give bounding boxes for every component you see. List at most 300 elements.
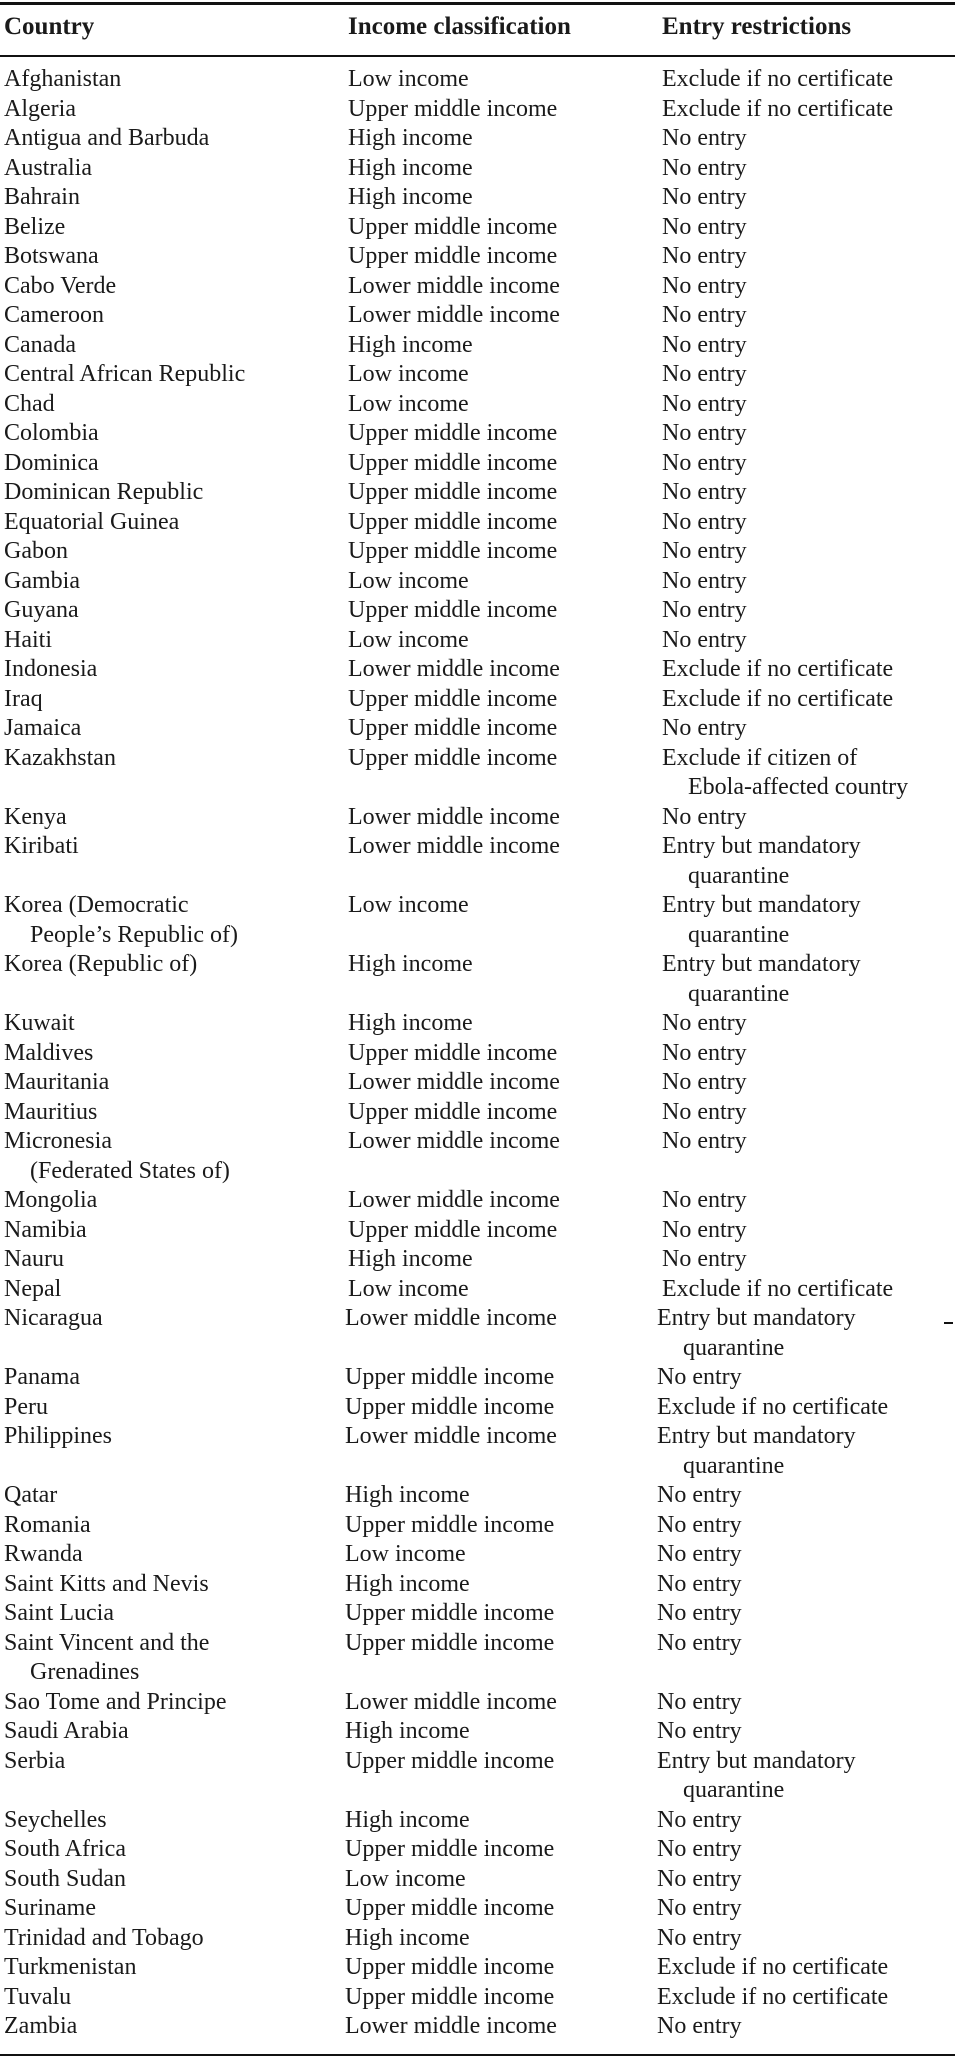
cell-entry-restriction — [662, 95, 955, 125]
country-name-line: Zambia — [4, 2013, 78, 2039]
cell-income-classification: Upper middle income — [345, 1600, 555, 1626]
restriction-line: No entry — [657, 1482, 742, 1508]
table-row — [0, 950, 955, 1009]
table-row — [0, 1629, 955, 1688]
table-row — [0, 1688, 955, 1718]
restriction-line: quarantine — [688, 980, 790, 1007]
cell-country — [4, 1924, 334, 1954]
cell-income-classification: Lower middle income — [345, 1423, 557, 1449]
cell-entry-restriction — [657, 1540, 950, 1570]
restriction-line: Entry but mandatory — [662, 892, 861, 918]
country-name-line: Antigua and Barbuda — [4, 125, 210, 151]
restriction-line: No entry — [657, 1865, 742, 1892]
cell-country — [4, 2012, 334, 2042]
table-row — [0, 360, 955, 390]
country-name-line: Indonesia — [4, 656, 98, 682]
cell-income-classification: High income — [348, 951, 473, 977]
cell-entry-restriction — [662, 803, 955, 833]
cell-entry-restriction — [662, 537, 955, 567]
cell-country — [4, 419, 334, 449]
table-row — [0, 1275, 955, 1305]
cell-entry-restriction — [657, 1747, 950, 1806]
cell-income-classification: High income — [345, 1718, 470, 1744]
cell-entry-restriction — [662, 832, 955, 891]
country-name-line: Canada — [4, 331, 76, 358]
restriction-line: No entry — [662, 1216, 747, 1243]
restriction-line: No entry — [657, 1541, 742, 1567]
cell-entry-restriction — [662, 213, 955, 243]
table-row — [0, 508, 955, 538]
cell-entry-restriction — [657, 1983, 950, 2013]
table-row — [0, 1599, 955, 1629]
cell-entry-restriction — [657, 1894, 950, 1924]
restriction-line: No entry — [662, 125, 747, 151]
restriction-line: No entry — [662, 1069, 747, 1095]
cell-country — [4, 478, 334, 508]
country-name-line: Panama — [4, 1364, 80, 1390]
table-row — [0, 1983, 955, 2013]
country-name-line: Saudi Arabia — [4, 1718, 129, 1744]
cell-country — [4, 596, 334, 626]
cell-income-classification: High income — [348, 1010, 473, 1036]
country-name-line: Cameroon — [4, 302, 104, 328]
restriction-line: No entry — [662, 154, 747, 181]
restriction-line: Entry but mandatory — [662, 833, 861, 859]
cell-entry-restriction — [657, 1629, 950, 1659]
table-row — [0, 1363, 955, 1393]
cell-entry-restriction — [662, 1009, 955, 1039]
country-name-line: Gambia — [4, 567, 80, 594]
cell-country — [4, 537, 334, 567]
cell-income-classification: Upper middle income — [348, 95, 558, 122]
country-name-line: Algeria — [4, 95, 76, 122]
cell-country — [4, 832, 334, 862]
country-name-line: Afghanistan — [4, 66, 122, 92]
country-name-line: Saint Vincent and the — [4, 1629, 210, 1656]
cell-income-classification: Upper middle income — [345, 1364, 555, 1390]
cell-country — [4, 803, 334, 833]
cell-entry-restriction — [662, 124, 955, 154]
cell-country — [4, 1068, 334, 1098]
cell-income-classification: Upper middle income — [348, 508, 558, 535]
cell-entry-restriction — [657, 1835, 950, 1865]
country-name-line: Mauritius — [4, 1098, 98, 1125]
restriction-line: Entry but mandatory — [662, 951, 861, 977]
cell-entry-restriction — [662, 714, 955, 744]
country-name-line: Nauru — [4, 1246, 64, 1272]
restriction-line: No entry — [662, 803, 747, 830]
restriction-line: No entry — [662, 302, 747, 328]
country-name-line: Serbia — [4, 1747, 66, 1774]
restriction-line: Entry but mandatory — [657, 1423, 856, 1449]
country-name-line: Micronesia — [4, 1128, 112, 1154]
country-name-line: Saint Kitts and Nevis — [4, 1570, 209, 1597]
restriction-line: Exclude if no certificate — [662, 685, 894, 712]
cell-country — [4, 154, 334, 184]
cell-income-classification: Lower middle income — [348, 1187, 560, 1213]
cell-income-classification: Upper middle income — [345, 1747, 555, 1774]
table-row — [0, 1835, 955, 1865]
margin-mark — [944, 1322, 953, 1324]
cell-income-classification: Lower middle income — [345, 1305, 557, 1331]
cell-income-classification: Upper middle income — [345, 1393, 555, 1420]
restriction-line: No entry — [657, 1688, 742, 1715]
cell-country — [4, 1599, 334, 1629]
table-row — [0, 95, 955, 125]
table-row — [0, 213, 955, 243]
cell-income-classification: High income — [345, 1570, 470, 1597]
cell-country — [4, 626, 334, 656]
cell-country — [4, 1422, 334, 1452]
cell-country — [4, 685, 334, 715]
cell-country — [4, 65, 334, 95]
table-row — [0, 2012, 955, 2042]
table-row — [0, 1245, 955, 1275]
cell-country — [4, 508, 334, 538]
table-body — [0, 65, 955, 2042]
cell-country — [4, 1127, 334, 1186]
country-name-line: Bahrain — [4, 184, 80, 210]
restriction-line: Entry but mandatory — [657, 1305, 856, 1331]
cell-entry-restriction — [657, 1393, 950, 1423]
cell-entry-restriction — [662, 626, 955, 656]
cell-entry-restriction — [662, 360, 955, 390]
cell-entry-restriction — [662, 390, 955, 420]
table-row — [0, 596, 955, 626]
cell-income-classification: High income — [345, 1924, 470, 1951]
header-country: Country — [4, 13, 95, 40]
cell-country — [4, 567, 334, 597]
cell-entry-restriction — [657, 1806, 950, 1836]
cell-income-classification: Upper middle income — [348, 243, 558, 269]
table-row — [0, 183, 955, 213]
cell-income-classification: Low income — [345, 1541, 466, 1567]
restriction-line: No entry — [662, 508, 747, 535]
cell-entry-restriction — [657, 1304, 950, 1363]
country-name-line: Kuwait — [4, 1010, 75, 1036]
country-name-line: Australia — [4, 154, 92, 181]
country-name-line: (Federated States of) — [30, 1157, 230, 1184]
country-name-line: Nepal — [4, 1275, 62, 1302]
cell-entry-restriction — [662, 301, 955, 331]
cell-country — [4, 272, 334, 302]
restriction-line: No entry — [662, 1128, 747, 1154]
cell-country — [4, 1835, 334, 1865]
cell-income-classification: Upper middle income — [348, 597, 558, 623]
cell-country — [4, 242, 334, 272]
cell-entry-restriction — [662, 183, 955, 213]
restriction-line: Exclude if no certificate — [662, 656, 894, 682]
cell-entry-restriction — [657, 1717, 950, 1747]
cell-entry-restriction — [662, 744, 955, 803]
cell-country — [4, 1009, 334, 1039]
country-name-line: Romania — [4, 1511, 91, 1538]
cell-income-classification: Upper middle income — [348, 420, 558, 446]
country-name-line: Mongolia — [4, 1187, 98, 1213]
cell-entry-restriction — [662, 331, 955, 361]
cell-country — [4, 95, 334, 125]
country-name-line: Nicaragua — [4, 1305, 103, 1331]
restriction-line: Ebola-affected country — [688, 774, 909, 800]
cell-income-classification: Low income — [348, 361, 469, 387]
restriction-line: quarantine — [683, 1334, 785, 1361]
table-row — [0, 65, 955, 95]
restriction-line: quarantine — [688, 862, 790, 889]
restriction-line: No entry — [662, 331, 747, 358]
cell-country — [4, 1186, 334, 1216]
cell-entry-restriction — [662, 272, 955, 302]
country-name-line: Colombia — [4, 420, 99, 446]
cell-income-classification: Lower middle income — [345, 1688, 557, 1715]
cell-income-classification: Low income — [348, 1275, 469, 1302]
cell-country — [4, 714, 334, 744]
cell-income-classification: Lower middle income — [348, 803, 560, 830]
cell-entry-restriction — [657, 1865, 950, 1895]
cell-entry-restriction — [662, 1068, 955, 1098]
table-row — [0, 1924, 955, 1954]
country-name-line: Gabon — [4, 538, 68, 564]
cell-income-classification: Upper middle income — [348, 213, 558, 240]
cell-entry-restriction — [662, 655, 955, 685]
restriction-line: No entry — [662, 715, 747, 741]
table-row — [0, 567, 955, 597]
cell-income-classification: Upper middle income — [345, 1983, 555, 2010]
restriction-line: No entry — [657, 1511, 742, 1538]
table-row — [0, 124, 955, 154]
restriction-line: No entry — [662, 184, 747, 210]
table-row — [0, 1393, 955, 1423]
cell-entry-restriction — [662, 242, 955, 272]
cell-country — [4, 1245, 334, 1275]
country-name-line: Qatar — [4, 1482, 58, 1508]
cell-income-classification: High income — [345, 1482, 470, 1508]
restriction-line: Exclude if no certificate — [657, 1954, 889, 1980]
country-name-line: Chad — [4, 390, 55, 417]
restriction-line: No entry — [662, 1187, 747, 1213]
header-income-classification: Income classification — [348, 13, 571, 40]
cell-entry-restriction — [662, 1216, 955, 1246]
cell-country — [4, 331, 334, 361]
country-name-line: Iraq — [4, 685, 43, 712]
restriction-line: No entry — [662, 243, 747, 269]
table-row — [0, 832, 955, 891]
country-name-line: People’s Republic of) — [30, 921, 238, 948]
cell-income-classification: Upper middle income — [348, 1216, 558, 1243]
restriction-line: No entry — [657, 1895, 742, 1921]
cell-entry-restriction — [662, 449, 955, 479]
header-rule — [0, 55, 955, 57]
table-row — [0, 331, 955, 361]
restriction-line: No entry — [662, 479, 747, 505]
cell-income-classification: Upper middle income — [345, 1629, 555, 1656]
country-name-line: Sao Tome and Principe — [4, 1688, 227, 1715]
table-row — [0, 685, 955, 715]
cell-entry-restriction — [662, 567, 955, 597]
table-row — [0, 1865, 955, 1895]
table-row — [0, 1570, 955, 1600]
table-row — [0, 1953, 955, 1983]
table-row — [0, 744, 955, 803]
country-name-line: Trinidad and Tobago — [4, 1924, 204, 1951]
cell-income-classification: Low income — [345, 1865, 466, 1892]
table-row — [0, 449, 955, 479]
table-row — [0, 478, 955, 508]
cell-income-classification: Lower middle income — [348, 656, 560, 682]
restriction-line: Exclude if no certificate — [657, 1393, 889, 1420]
table-row — [0, 1039, 955, 1069]
table-row — [0, 1806, 955, 1836]
cell-entry-restriction — [662, 65, 955, 95]
country-name-line: Haiti — [4, 626, 52, 653]
country-name-line: Belize — [4, 213, 66, 240]
restriction-line: No entry — [662, 626, 747, 653]
cell-country — [4, 1747, 334, 1777]
country-name-line: Maldives — [4, 1039, 94, 1066]
table-row — [0, 1216, 955, 1246]
cell-income-classification: High income — [348, 154, 473, 181]
table-row — [0, 390, 955, 420]
cell-country — [4, 360, 334, 390]
cell-income-classification: Lower middle income — [345, 2013, 557, 2039]
restriction-line: quarantine — [688, 921, 790, 948]
table-row — [0, 1127, 955, 1186]
cell-income-classification: Upper middle income — [348, 479, 558, 505]
country-name-line: Saint Lucia — [4, 1600, 114, 1626]
cell-entry-restriction — [657, 1363, 950, 1393]
country-name-line: Central African Republic — [4, 361, 246, 387]
cell-entry-restriction — [657, 1688, 950, 1718]
restriction-line: No entry — [662, 449, 747, 476]
cell-income-classification: Upper middle income — [348, 715, 558, 741]
country-name-line: Suriname — [4, 1895, 96, 1921]
restriction-line: No entry — [657, 1629, 742, 1656]
restriction-line: Exclude if no certificate — [662, 66, 894, 92]
cell-entry-restriction — [662, 891, 955, 950]
cell-country — [4, 1039, 334, 1069]
cell-entry-restriction — [657, 1924, 950, 1954]
cell-income-classification: Upper middle income — [345, 1895, 555, 1921]
cell-entry-restriction — [662, 685, 955, 715]
cell-country — [4, 1540, 334, 1570]
country-name-line: Kenya — [4, 803, 67, 830]
cell-entry-restriction — [662, 419, 955, 449]
restriction-line: No entry — [657, 1570, 742, 1597]
cell-country — [4, 950, 334, 980]
country-name-line: Mauritania — [4, 1069, 110, 1095]
cell-country — [4, 1098, 334, 1128]
table-row — [0, 1717, 955, 1747]
cell-country — [4, 1570, 334, 1600]
cell-country — [4, 449, 334, 479]
table-row — [0, 891, 955, 950]
table-row — [0, 1009, 955, 1039]
cell-income-classification: Upper middle income — [348, 449, 558, 476]
table-row — [0, 1511, 955, 1541]
country-name-line: Kazakhstan — [4, 744, 116, 771]
country-name-line: South Sudan — [4, 1865, 127, 1892]
restriction-line: Exclude if no certificate — [662, 95, 894, 122]
cell-country — [4, 1894, 334, 1924]
restriction-line: No entry — [662, 1098, 747, 1125]
cell-income-classification: Upper middle income — [345, 1954, 555, 1980]
cell-country — [4, 1363, 334, 1393]
cell-income-classification: Low income — [348, 892, 469, 918]
country-name-line: Philippines — [4, 1423, 113, 1449]
restriction-line: No entry — [657, 1924, 742, 1951]
cell-entry-restriction — [662, 1098, 955, 1128]
restriction-line: No entry — [662, 420, 747, 446]
restriction-line: No entry — [662, 361, 747, 387]
restriction-line: No entry — [662, 390, 747, 417]
cell-country — [4, 1481, 334, 1511]
restriction-line: No entry — [662, 538, 747, 564]
cell-income-classification: High income — [348, 331, 473, 358]
cell-country — [4, 1511, 334, 1541]
country-name-line: Peru — [4, 1393, 48, 1420]
cell-income-classification: High income — [348, 184, 473, 210]
country-name-line: Grenadines — [30, 1659, 140, 1685]
country-name-line: Seychelles — [4, 1806, 107, 1833]
country-name-line: Dominica — [4, 449, 99, 476]
header-entry-restrictions: Entry restrictions — [662, 13, 852, 40]
table-row — [0, 1098, 955, 1128]
cell-country — [4, 1806, 334, 1836]
table-row — [0, 626, 955, 656]
table-row — [0, 242, 955, 272]
cell-income-classification: Upper middle income — [348, 1098, 558, 1125]
cell-entry-restriction — [662, 1039, 955, 1069]
cell-income-classification: Low income — [348, 567, 469, 594]
cell-country — [4, 1275, 334, 1305]
cell-entry-restriction — [662, 1186, 955, 1216]
table-row — [0, 154, 955, 184]
table-row — [0, 1186, 955, 1216]
cell-income-classification: Lower middle income — [348, 1069, 560, 1095]
cell-country — [4, 1717, 334, 1747]
cell-income-classification: High income — [345, 1806, 470, 1833]
cell-entry-restriction — [662, 1245, 955, 1275]
table-row — [0, 419, 955, 449]
table-row — [0, 272, 955, 302]
cell-income-classification: Low income — [348, 390, 469, 417]
table-row — [0, 301, 955, 331]
cell-entry-restriction — [657, 1422, 950, 1481]
table-row — [0, 1068, 955, 1098]
country-name-line: Cabo Verde — [4, 272, 117, 299]
restriction-line: No entry — [657, 2013, 742, 2039]
cell-country — [4, 891, 334, 950]
country-name-line: Turkmenistan — [4, 1954, 137, 1980]
table-row — [0, 1894, 955, 1924]
table-top-rule — [0, 2, 955, 5]
cell-country — [4, 1393, 334, 1423]
country-name-line: Jamaica — [4, 715, 82, 741]
cell-country — [4, 1304, 334, 1334]
cell-income-classification: Low income — [348, 66, 469, 92]
cell-income-classification: Lower middle income — [348, 833, 560, 859]
cell-income-classification: Upper middle income — [348, 685, 558, 712]
cell-country — [4, 1688, 334, 1718]
country-name-line: Tuvalu — [4, 1983, 72, 2010]
restriction-line: Exclude if no certificate — [657, 1983, 889, 2010]
country-name-line: Kiribati — [4, 833, 79, 859]
restriction-line: No entry — [662, 1010, 747, 1036]
table-row — [0, 537, 955, 567]
country-name-line: Equatorial Guinea — [4, 508, 180, 535]
cell-country — [4, 655, 334, 685]
cell-income-classification: Upper middle income — [345, 1511, 555, 1538]
cell-country — [4, 744, 334, 774]
